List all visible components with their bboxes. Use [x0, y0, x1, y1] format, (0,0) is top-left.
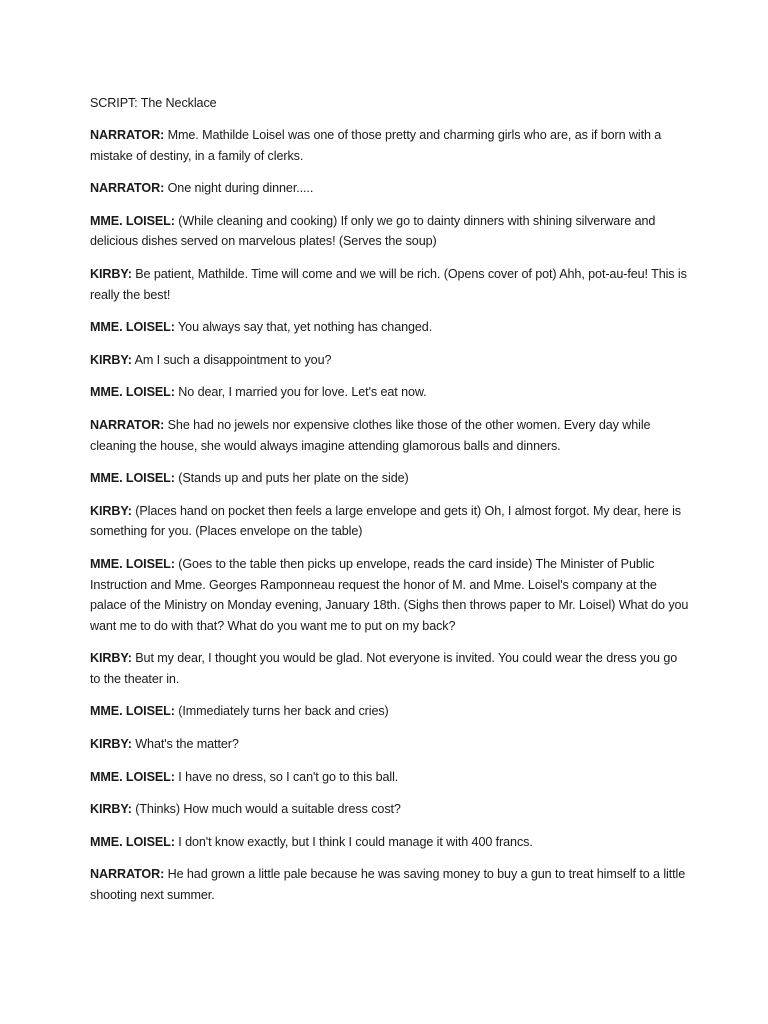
- script-line: [90, 264, 690, 305]
- line-text: One night during dinner.....: [167, 181, 314, 196]
- speaker-label: KIRBY:: [90, 352, 132, 367]
- script-line: [90, 767, 690, 788]
- speaker-label: MME. LOISEL:: [90, 704, 175, 719]
- speaker-label: KIRBY:: [90, 651, 132, 666]
- speaker-label: KIRBY:: [90, 503, 132, 518]
- speaker-label: NARRATOR:: [90, 181, 165, 196]
- speaker-label: MME. LOISEL:: [90, 769, 175, 784]
- speaker-label: MME. LOISEL:: [90, 834, 175, 849]
- script-line: [90, 734, 690, 755]
- script-line: [90, 832, 690, 853]
- speaker-label: KIRBY:: [90, 737, 132, 752]
- script-page: [90, 93, 690, 918]
- line-text: She had no jewels nor expensive clothes like those of the other women. Every day while cleaning the house, she would always imagine attending glamorous balls and dinners.: [90, 417, 651, 453]
- line-text: (Places hand on pocket then feels a large envelope and gets it) Oh, I almost forgot. My dear, here is something for you. (Places envelope on the table): [90, 503, 681, 539]
- script-line: [90, 864, 690, 905]
- script-line: [90, 350, 690, 371]
- script-line: [90, 125, 690, 166]
- line-text: What's the matter?: [135, 737, 239, 752]
- script-line: [90, 317, 690, 338]
- line-text: (Goes to the table then picks up envelope, reads the card inside) The Minister of Public Instruction and Mme. Georges Ramponneau request the honor of M. and Mme. Loisel's company at the palace of the Ministry on Monday evening, January 18th. (Sighs then throws paper to Mr. Loisel) What do you want me to do with that? What do you want me to put on my back?: [90, 556, 689, 633]
- line-text: (Thinks) How much would a suitable dress cost?: [135, 802, 401, 817]
- document-title: SCRIPT: The Necklace: [90, 96, 217, 110]
- line-text: No dear, I married you for love. Let's eat now.: [178, 385, 427, 400]
- line-text: But my dear, I thought you would be glad. Not everyone is invited. You could wear the dress you go to the theater in.: [90, 651, 678, 686]
- script-line: [90, 799, 690, 820]
- line-text: You always say that, yet nothing has changed.: [178, 320, 433, 335]
- speaker-label: KIRBY:: [90, 802, 132, 817]
- script-line: [90, 382, 690, 403]
- line-text: He had grown a little pale because he was saving money to buy a gun to treat himself to a little shooting next summer.: [90, 867, 686, 903]
- line-text: (Stands up and puts her plate on the side): [178, 471, 409, 486]
- line-text: Am I such a disappointment to you?: [134, 352, 332, 367]
- script-line: [90, 554, 690, 636]
- speaker-label: NARRATOR:: [90, 128, 165, 142]
- speaker-label: MME. LOISEL:: [90, 385, 175, 400]
- speaker-label: MME. LOISEL:: [90, 320, 175, 335]
- speaker-label: NARRATOR:: [90, 417, 165, 432]
- script-line: [90, 415, 690, 456]
- line-text: I don't know exactly, but I think I could manage it with 400 francs.: [178, 834, 533, 849]
- speaker-label: MME. LOISEL:: [90, 556, 175, 571]
- script-line: [90, 701, 690, 722]
- line-text: (Immediately turns her back and cries): [178, 704, 389, 719]
- speaker-label: MME. LOISEL:: [90, 213, 175, 228]
- line-text: (While cleaning and cooking) If only we go to dainty dinners with shining silverware and delicious dishes served on marvelous plates! (Serves the soup): [90, 213, 656, 249]
- speaker-label: KIRBY:: [90, 266, 132, 281]
- script-line: [90, 178, 690, 199]
- script-line: [90, 648, 690, 689]
- line-text: Be patient, Mathilde. Time will come and we will be rich. (Opens cover of pot) Ahh, pot-au-feu! This is really the best!: [90, 266, 687, 302]
- script-line: [90, 468, 690, 489]
- speaker-label: MME. LOISEL:: [90, 471, 175, 486]
- line-text: I have no dress, so I can't go to this ball.: [178, 769, 399, 784]
- script-line: [90, 211, 690, 252]
- script-line: [90, 501, 690, 542]
- speaker-label: NARRATOR:: [90, 867, 165, 882]
- line-text: Mme. Mathilde Loisel was one of those pretty and charming girls who are, as if born with a mistake of destiny, in a family of clerks.: [90, 128, 662, 163]
